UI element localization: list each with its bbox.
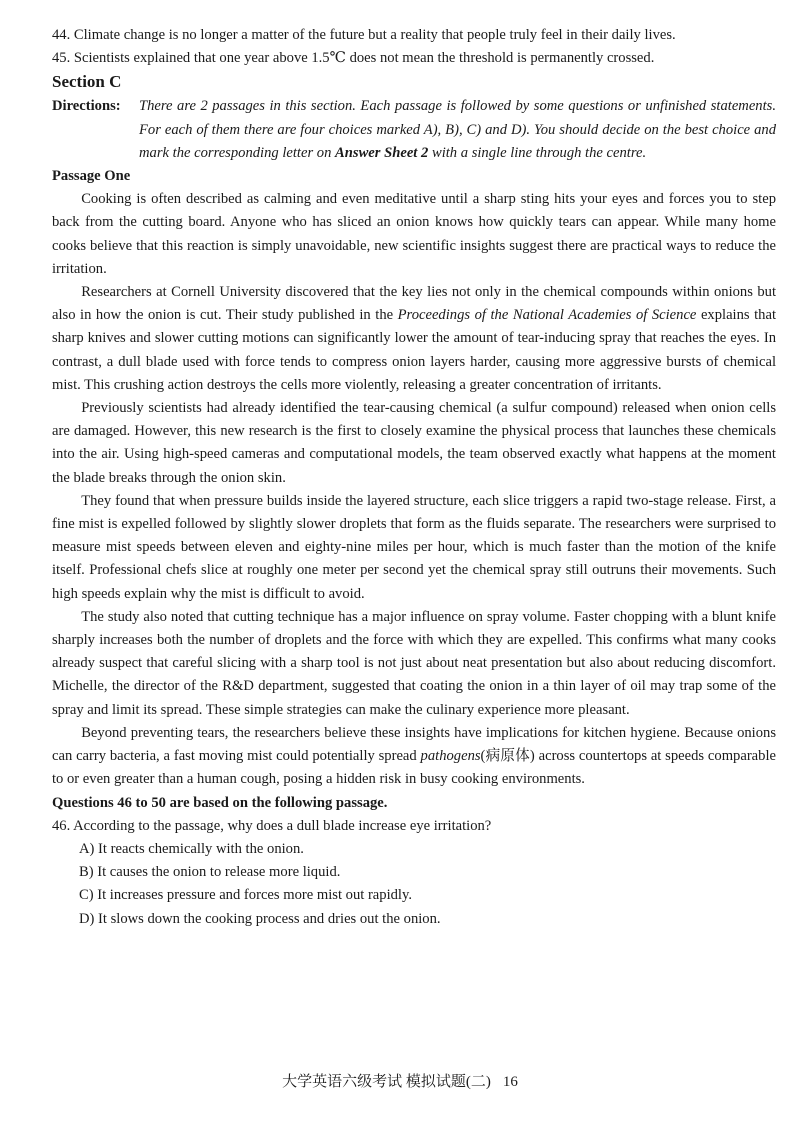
exam-page [52, 24, 776, 931]
page-number: 16 [502, 1074, 518, 1090]
paragraph-5: The study also noted that cutting technique has a major influence on spray volume. Faster chopping with a blunt knife sharply increases both the number of droplets and the force with which they are expelled. This confirms what many cooks already suspect that careful slicing with a sharp tool is not just about neat presentation but also about reducing discomfort. Michelle, the director of the R&D department, suggested that coating the onion in a thin layer of oil may trap some of the spray and limit its spread. These simple strategies can make the culinary experience more pleasant. [52, 608, 776, 718]
directions-text-part1: There are 2 passages in this section. Each passage is followed by some questions or unfinished statements. For each of them there are four choices marked A), B), C) and D). You should decide on the best choice and mark the corresponding letter on [139, 98, 776, 161]
option-d[interactable]: D) It slows down the cooking process and dries out the onion. [79, 910, 441, 927]
questions-heading: Questions 46 to 50 are based on the following passage. [52, 794, 388, 811]
page-footer [0, 1071, 800, 1093]
item-44: 44. Climate change is no longer a matter of the future but a reality that people truly feel in their daily lives. [52, 27, 676, 43]
directions-text [139, 95, 776, 165]
paragraph-2-part2: explains that sharp knives and slower cutting motions can significantly lower the amount of tear-inducing spray that reaches the eyes. In contrast, a dull blade used with force tends to compress onion layers harder, causing more aggressive bursts of chemical mist. This crushing action destroys the cells more violently, releasing a greater concentration of irritants. [52, 307, 777, 393]
pathogens-gloss: (病原体) [480, 748, 535, 765]
paragraph-2-part1: Researchers at Cornell University discovered that the key lies not only in the chemical compounds within onions but also in how the onion is cut. Their study published in the [52, 284, 776, 324]
question-46-stem: 46. According to the passage, why does a dull blade increase eye irritation? [52, 817, 492, 834]
pathogens-term: pathogens [420, 748, 481, 765]
passage-title: Passage One [52, 168, 131, 185]
exam-title: 大学英语六级考试 模拟试题(二) [282, 1074, 491, 1090]
item-45: 45. Scientists explained that one year above 1.5℃ does not mean the threshold is permanently crossed. [52, 50, 655, 67]
paragraph-6-part1: Beyond preventing tears, the researchers believe these insights have implications for kitchen hygiene. Because onions can carry bacteria, a fast moving mist could potentially spread [52, 724, 776, 765]
paragraph-3: Previously scientists had already identified the tear-causing chemical (a sulfur compound) released when onion cells are damaged. However, this new research is the first to closely examine the physical process that launches these chemicals into the air. Using high-speed cameras and computational models, the team observed exactly what happens at the moment the blade breaks through the onion skin. [52, 400, 776, 486]
option-c[interactable]: C) It increases pressure and forces more mist out rapidly. [79, 887, 412, 904]
section-title: Section C [52, 72, 122, 92]
paragraph-1: Cooking is often described as calming and even meditative until a sharp sting hits your eyes and forces you to step back from the cutting board. Anyone who has sliced an onion knows how quickly tears can appear. While many home cooks believe that this reaction is simply unavoidable, new scientific insights suggest there are practical ways to reduce the irritation. [52, 191, 776, 277]
option-a[interactable]: A) It reacts chemically with the onion. [79, 840, 304, 857]
journal-title: Proceedings of the National Academies of Science [397, 307, 697, 324]
directions-text-part2: with a single line through the centre. [428, 144, 647, 161]
directions-label: Directions: [52, 98, 121, 115]
paragraph-6 [52, 722, 776, 792]
question-46-options [52, 838, 776, 931]
option-b[interactable]: B) It causes the onion to release more liquid. [79, 864, 341, 881]
directions [52, 95, 776, 165]
answer-sheet-label: Answer Sheet 2 [335, 144, 429, 161]
paragraph-6-part2: across countertops at speeds comparable to or even greater than a human cough, posing a hidden risk in busy cooking environments. [52, 748, 776, 788]
paragraph-4: They found that when pressure builds inside the layered structure, each slice triggers a rapid two-stage release. First, a fine mist is expelled followed by slightly slower droplets that form as the fluids separate. The researchers were surprised to measure mist speeds between eleven and eighty-nine miles per hour, which is much faster than the motion of the knife itself. Professional chefs slice at roughly one meter per second yet the chemical spray still outruns their movements. Such high speeds explain why the mist is difficult to avoid. [52, 492, 776, 602]
paragraph-2 [52, 281, 776, 397]
